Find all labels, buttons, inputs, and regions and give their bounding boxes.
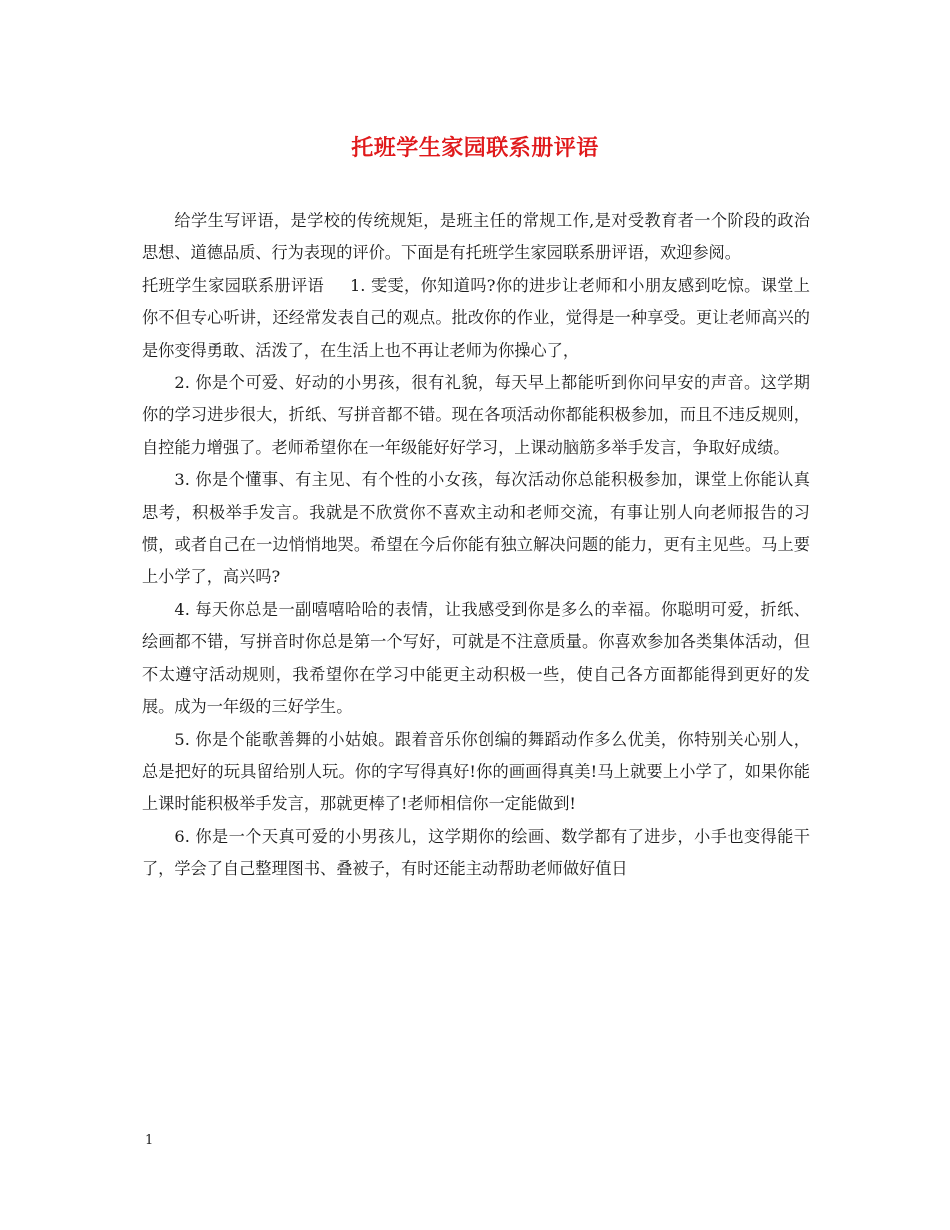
first-comment-paragraph — [142, 270, 810, 367]
comment-item-5: 5. 你是个能歌善舞的小姑娘。跟着音乐你创编的舞蹈动作多么优美，你特别关心别人，总是把好的玩具留给别人玩。你的字写得真好!你的画画得真美!马上就要上小学了，如果你能上课时能积极举手发言，那就更棒了!老师相信你一定能做到! — [142, 729, 810, 814]
comment-item-2: 2. 你是个可爱、好动的小男孩，很有礼貌，每天早上都能听到你问早安的声音。这学期你的学习进步很大，折纸、写拼音都不错。现在各项活动你都能积极参加，而且不违反规则，自控能力增强了。老师希望你在一年级能好好学习，上课动脑筋多举手发言，争取好成绩。 — [142, 373, 810, 457]
comment-item-4: 4. 每天你总是一副嘻嘻哈哈的表情，让我感受到你是多么的幸福。你聪明可爱，折纸、绘画都不错，写拼音时你总是第一个写好，可就是不注意质量。你喜欢参加各类集体活动，但不太遵守活动规则，我希望你在学习中能更主动积极一些，使自己各方面都能得到更好的发展。成为一年级的三好学生。 — [142, 599, 810, 717]
document-title: 托班学生家园联系册评语 — [351, 135, 599, 161]
comment-item-3: 3. 你是个懂事、有主见、有个性的小女孩，每次活动你总能积极参加，课堂上你能认真思考，积极举手发言。我就是不欣赏你不喜欢主动和老师交流，有事让别人向老师报告的习惯，或者自己在一边悄悄地哭。希望在今后你能有独立解决问题的能力，更有主见些。马上要上小学了，高兴吗? — [142, 470, 810, 587]
intro-paragraph: 给学生写评语，是学校的传统规矩，是班主任的常规工作,是对受教育者一个阶段的政治思想、道德品质、行为表现的评价。下面是有托班学生家园联系册评语，欢迎参阅。 — [142, 211, 810, 263]
comment-item-6: 6. 你是一个天真可爱的小男孩儿，这学期你的绘画、数学都有了进步，小手也变得能干了，学会了自己整理图书、叠被子，有时还能主动帮助老师做好值日 — [142, 826, 810, 879]
sub-heading: 托班学生家园联系册评语 — [142, 275, 325, 295]
comment-item-1: 1. 雯雯，你知道吗?你的进步让老师和小朋友感到吃惊。课堂上你不但专心听讲，还经常发表自己的观点。批改你的作业，觉得是一种享受。更让老师高兴的是你变得勇敢、活泼了，在生活上也不再让老师为你操心了， — [142, 275, 810, 360]
document-body — [142, 205, 810, 886]
page-number: 1 — [145, 1133, 154, 1148]
